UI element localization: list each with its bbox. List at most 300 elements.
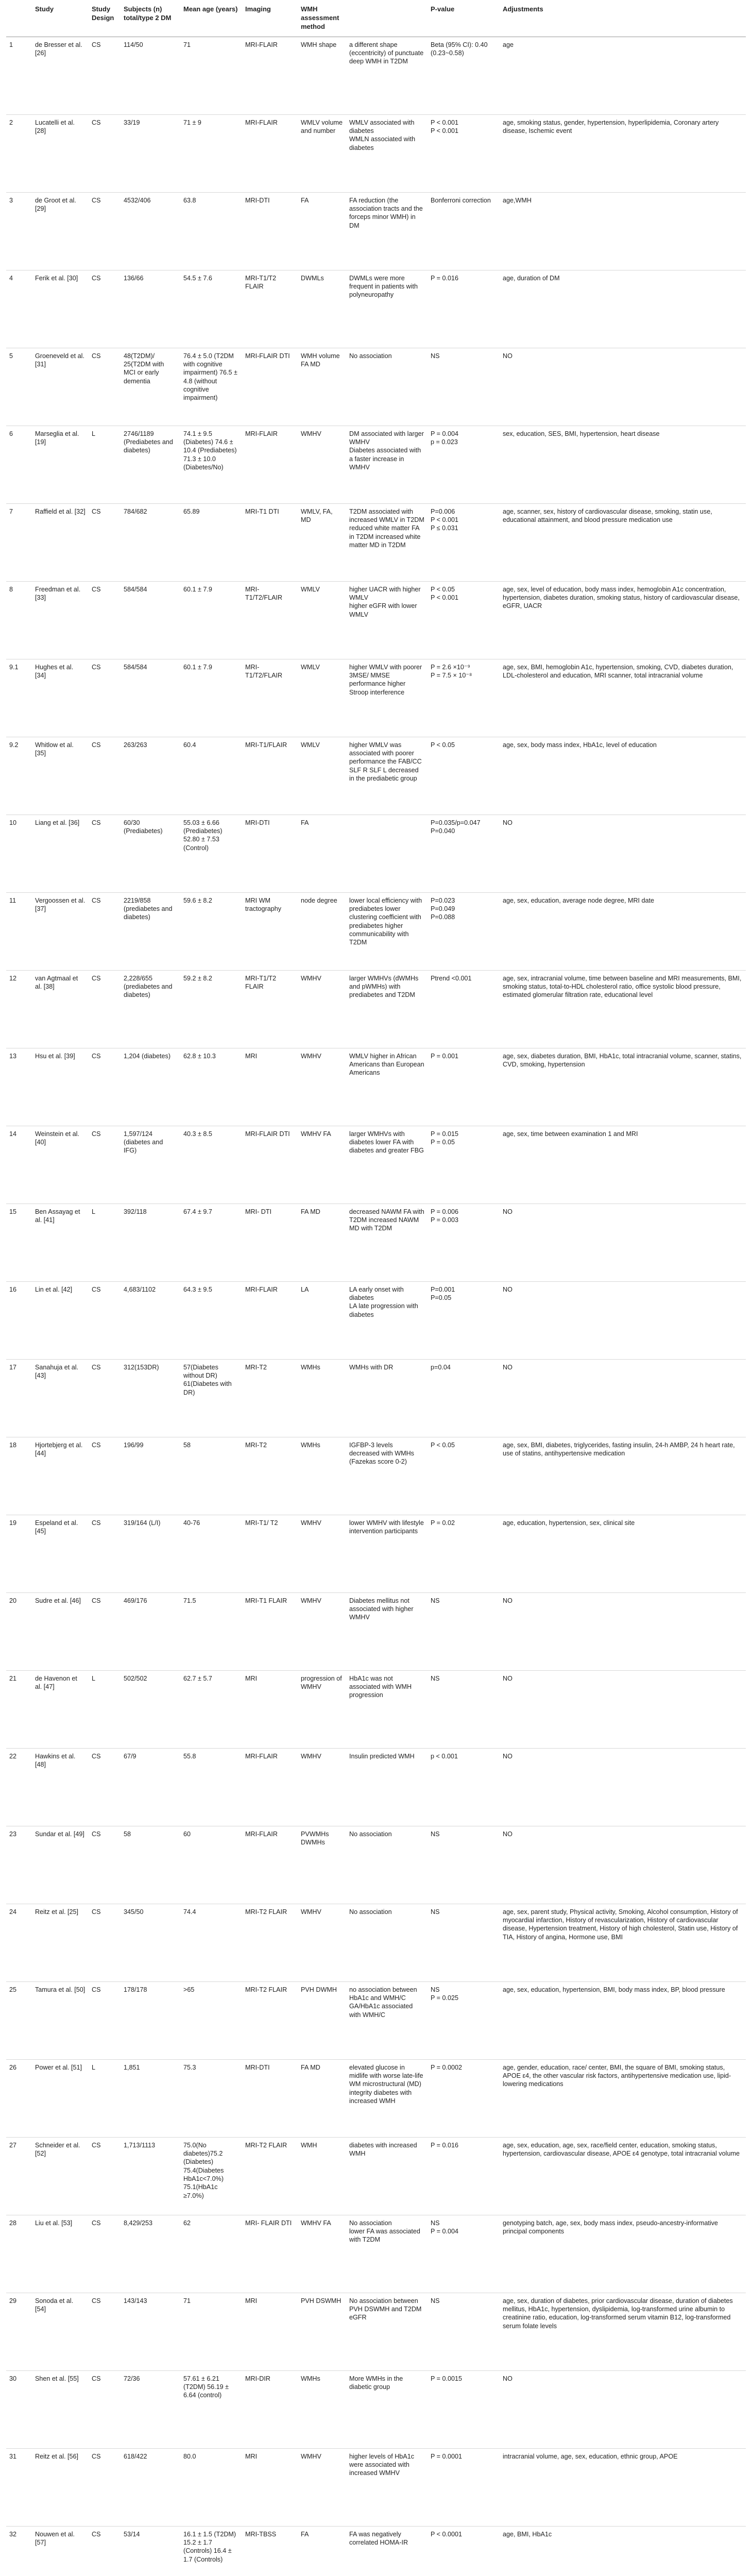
design-cell — [89, 2370, 121, 2448]
p-value-cell-text: P < 0.05 — [431, 1441, 455, 1449]
study-cell — [32, 1826, 89, 1904]
table-row — [6, 581, 746, 659]
study-cell — [32, 2293, 89, 2370]
imaging-cell-text: MRI-T2 — [245, 1363, 267, 1371]
adjustments-cell-text: NO — [503, 1830, 512, 1838]
design-cell-text: CS — [92, 1830, 101, 1838]
wmh-method-cell-text: WMLV, FA, MD — [301, 507, 333, 524]
findings-cell — [346, 1281, 428, 1359]
subjects-cell-text: 312(153DR) — [124, 1363, 159, 1371]
column-header: P-value — [428, 0, 500, 37]
design-cell — [89, 1981, 121, 2059]
imaging-cell-text: MRI-T1/T2/FLAIR — [245, 663, 283, 680]
row-number — [6, 1281, 32, 1359]
table-row — [6, 1748, 746, 1826]
row-number-text: 30 — [9, 2375, 17, 2382]
age-cell — [180, 1359, 242, 1437]
row-number-text: 13 — [9, 1052, 17, 1060]
age-cell-text: 59.2 ± 8.2 — [183, 974, 212, 982]
p-value-cell-text: P = 0.004 p = 0.023 — [431, 430, 459, 446]
imaging-cell — [242, 1748, 298, 1826]
wmh-method-cell — [298, 37, 346, 114]
design-cell — [89, 1592, 121, 1670]
imaging-cell — [242, 2448, 298, 2526]
study-cell-text: Hjortebjerg et al. [44] — [35, 1441, 83, 1458]
p-value-cell — [428, 1126, 500, 1204]
design-cell — [89, 1515, 121, 1592]
adjustments-cell-text: age, sex, level of education, body mass index, hemoglobin A1c concentration, hypertension, diabetes duration, smoking status, history of cardiovascular disease, eGFR, UACR — [503, 585, 740, 610]
p-value-cell — [428, 2526, 500, 2576]
findings-cell — [346, 426, 428, 503]
findings-cell — [346, 1670, 428, 1748]
subjects-cell — [121, 1592, 180, 1670]
adjustments-cell — [500, 348, 746, 426]
p-value-cell — [428, 1515, 500, 1592]
findings-cell-text: Diabetes mellitus not associated with higher WMHV — [349, 1597, 414, 1621]
design-cell-text: CS — [92, 2375, 101, 2382]
design-cell-text: CS — [92, 196, 101, 204]
findings-cell — [346, 348, 428, 426]
age-cell — [180, 1748, 242, 1826]
study-cell — [32, 1204, 89, 1281]
findings-cell-text: WMHs with DR — [349, 1363, 394, 1371]
adjustments-cell-text: age, sex, BMI, hemoglobin A1c, hypertension, smoking, CVD, diabetes duration, LDL-cholesterol and education, MRI scanner, total intracranial volume — [503, 663, 733, 680]
adjustments-cell-text: NO — [503, 1597, 512, 1604]
findings-cell — [346, 815, 428, 892]
findings-cell-text: WMLV higher in African Americans than European Americans — [349, 1052, 424, 1077]
age-cell — [180, 737, 242, 815]
age-cell — [180, 892, 242, 970]
study-cell — [32, 503, 89, 581]
p-value-cell-text: NS P = 0.025 — [431, 1986, 459, 2002]
findings-cell — [346, 1904, 428, 1981]
findings-cell-text: No association lower FA was associated with T2DM — [349, 2219, 420, 2244]
table-row — [6, 2448, 746, 2526]
row-number-text: 1 — [9, 41, 13, 48]
table-row — [6, 348, 746, 426]
adjustments-cell-text: age, sex, parent study, Physical activity, Smoking, Alcohol consumption, History of myocardial infarction, History of revascularization, History of cardiovascular disease, Hypertension treatment, History of high cholesterol, Statin use, History of TIA, History of angina, Hormone use, BMI — [503, 1908, 738, 1941]
column-header: Mean age (years) — [180, 0, 242, 37]
study-cell — [32, 1670, 89, 1748]
p-value-cell-text: P = 0.006 P = 0.003 — [431, 1208, 459, 1224]
row-number-text: 9.1 — [9, 663, 19, 671]
findings-cell — [346, 970, 428, 1048]
imaging-cell-text: MRI- DTI — [245, 1208, 272, 1215]
design-cell — [89, 1204, 121, 1281]
wmh-method-cell — [298, 348, 346, 426]
study-cell — [32, 2526, 89, 2576]
adjustments-cell — [500, 1359, 746, 1437]
imaging-cell-text: MRI-T1/T2 FLAIR — [245, 274, 277, 291]
adjustments-cell-text: NO — [503, 1674, 512, 1682]
findings-cell — [346, 1359, 428, 1437]
age-cell-text: 40-76 — [183, 1519, 200, 1527]
wmh-method-cell-text: WMHV — [301, 1052, 321, 1060]
row-number-text: 27 — [9, 2141, 17, 2149]
p-value-cell-text: P=0.035/p=0.047 P=0.040 — [431, 819, 481, 835]
table-row — [6, 2293, 746, 2370]
row-number-text: 6 — [9, 430, 13, 437]
study-cell — [32, 1359, 89, 1437]
design-cell-text: CS — [92, 1597, 101, 1604]
row-number-text: 29 — [9, 2297, 17, 2304]
p-value-cell — [428, 2059, 500, 2137]
age-cell-text: 71 — [183, 41, 191, 48]
imaging-cell — [242, 348, 298, 426]
subjects-cell-text: 1,204 (diabetes) — [124, 1052, 171, 1060]
p-value-cell — [428, 348, 500, 426]
adjustments-cell — [500, 1515, 746, 1592]
subjects-cell — [121, 1126, 180, 1204]
table-header — [6, 0, 746, 37]
study-cell — [32, 2137, 89, 2215]
wmh-method-cell — [298, 659, 346, 737]
p-value-cell-text: p < 0.001 — [431, 1752, 458, 1760]
adjustments-cell-text: age, sex, body mass index, HbA1c, level of education — [503, 741, 657, 749]
row-number-text: 26 — [9, 2063, 17, 2071]
imaging-cell-text: MRI — [245, 2297, 258, 2304]
wmh-method-cell-text: WMHV — [301, 974, 321, 982]
p-value-cell-text: P = 0.0001 — [431, 2452, 463, 2460]
age-cell-text: 74.1 ± 9.5 (Diabetes) 74.6 ± 10.4 (Prediabetes) 71.3 ± 10.0 (Diabetes/No) — [183, 430, 237, 471]
wmh-method-cell — [298, 1126, 346, 1204]
p-value-cell-text: P=0.001 P=0.05 — [431, 1285, 455, 1302]
design-cell — [89, 1126, 121, 1204]
adjustments-cell — [500, 737, 746, 815]
findings-cell-text: FA was negatively correlated HOMA-IR — [349, 2530, 408, 2547]
p-value-cell-text: NS — [431, 1830, 440, 1838]
subjects-cell — [121, 1281, 180, 1359]
findings-cell-text: IGFBP-3 levels decreased with WMHs (Fazekas score 0-2) — [349, 1441, 414, 1466]
column-header: WMH assessment method — [298, 0, 346, 37]
age-cell — [180, 2526, 242, 2576]
age-cell-text: 55.8 — [183, 1752, 196, 1760]
design-cell — [89, 503, 121, 581]
adjustments-cell-text: age, sex, intracranial volume, time between baseline and MRI measurements, BMI, smoking status, total-to-HDL cholesterol ratio, office systolic blood pressure, estimated glomerular filtration rate, educational level — [503, 974, 742, 999]
imaging-cell — [242, 659, 298, 737]
findings-cell-text: lower WMHV with lifestyle intervention participants — [349, 1519, 424, 1535]
row-number — [6, 581, 32, 659]
findings-cell — [346, 892, 428, 970]
age-cell-text: 60.4 — [183, 741, 196, 749]
wmh-method-cell — [298, 2370, 346, 2448]
findings-cell-text: higher WMLV with poorer 3MSE/ MMSE performance higher Stroop interference — [349, 663, 422, 696]
adjustments-cell-text: age, scanner, sex, history of cardiovascular disease, smoking, statin use, educational attainment, and blood pressure medication use — [503, 507, 712, 524]
header-row — [6, 0, 746, 37]
adjustments-cell — [500, 270, 746, 348]
design-cell — [89, 2293, 121, 2370]
study-cell — [32, 1592, 89, 1670]
findings-cell — [346, 1437, 428, 1515]
imaging-cell — [242, 2059, 298, 2137]
design-cell — [89, 815, 121, 892]
age-cell — [180, 426, 242, 503]
findings-cell-text: decreased NAWM FA with T2DM increased NAWM MD with T2DM — [349, 1208, 424, 1232]
p-value-cell-text: Beta (95% CI): 0.40 (0.23~0.58) — [431, 41, 488, 57]
wmh-method-cell-text: PVH DSWMH — [301, 2297, 341, 2304]
findings-cell-text: More WMHs in the diabetic group — [349, 2375, 403, 2391]
adjustments-cell-text: sex, education, SES, BMI, hypertension, heart disease — [503, 430, 660, 437]
row-number — [6, 1048, 32, 1126]
subjects-cell — [121, 892, 180, 970]
imaging-cell-text: MRI-FLAIR — [245, 430, 278, 437]
age-cell — [180, 1437, 242, 1515]
p-value-cell-text: P=0.023 P=0.049 P=0.088 — [431, 896, 455, 921]
p-value-cell — [428, 815, 500, 892]
row-number — [6, 1126, 32, 1204]
subjects-cell-text: 2219/858 (prediabetes and diabetes) — [124, 896, 173, 921]
imaging-cell-text: MRI-FLAIR — [245, 41, 278, 48]
wmh-method-cell — [298, 2448, 346, 2526]
imaging-cell-text: MRI-FLAIR — [245, 1830, 278, 1838]
subjects-cell — [121, 1359, 180, 1437]
column-header — [6, 0, 32, 37]
subjects-cell — [121, 503, 180, 581]
row-number — [6, 2059, 32, 2137]
age-cell — [180, 2137, 242, 2215]
age-cell-text: 67.4 ± 9.7 — [183, 1208, 212, 1215]
study-cell — [32, 426, 89, 503]
study-cell-text: Liu et al. [53] — [35, 2219, 73, 2227]
column-header: Imaging — [242, 0, 298, 37]
age-cell-text: 65.89 — [183, 507, 200, 515]
findings-cell-text: a different shape (eccentricity) of punctuate deep WMH in T2DM — [349, 41, 424, 65]
table-row — [6, 1126, 746, 1204]
p-value-cell-text: P = 0.015 P = 0.05 — [431, 1130, 459, 1146]
study-cell — [32, 2215, 89, 2293]
table-row — [6, 1826, 746, 1904]
row-number — [6, 1826, 32, 1904]
study-cell-text: Lucatelli et al. [28] — [35, 118, 75, 135]
findings-cell-text: higher levels of HbA1c were associated with increased WMHV — [349, 2452, 415, 2477]
row-number-text: 4 — [9, 274, 13, 282]
subjects-cell — [121, 426, 180, 503]
study-cell-text: Sanahuja et al. [43] — [35, 1363, 79, 1380]
row-number — [6, 659, 32, 737]
findings-cell — [346, 114, 428, 192]
age-cell — [180, 1904, 242, 1981]
p-value-cell — [428, 2370, 500, 2448]
adjustments-cell-text: age — [503, 41, 514, 48]
adjustments-cell-text: age, sex, duration of diabetes, prior cardiovascular disease, duration of diabetes mellitus, HbA1c, hypertension, dyslipidemia, log-transformed urine albumin to creatinine ratio, education, log-transformed serum vitamin B12, log-transformed serum folate levels — [503, 2297, 733, 2330]
age-cell — [180, 1826, 242, 1904]
design-cell — [89, 114, 121, 192]
design-cell-text: CS — [92, 1285, 101, 1293]
age-cell — [180, 815, 242, 892]
study-cell-text: Ferik et al. [30] — [35, 274, 78, 282]
adjustments-cell-text: age, smoking status, gender, hypertension, hyperlipidemia, Coronary artery disease, Ischemic event — [503, 118, 719, 135]
age-cell-text: 62 — [183, 2219, 191, 2227]
adjustments-cell-text: age, BMI, HbA1c — [503, 2530, 552, 2538]
adjustments-cell — [500, 2059, 746, 2137]
row-number — [6, 737, 32, 815]
imaging-cell — [242, 2370, 298, 2448]
design-cell-text: CS — [92, 2141, 101, 2149]
age-cell — [180, 270, 242, 348]
study-cell-text: Shen et al. [55] — [35, 2375, 79, 2382]
p-value-cell — [428, 581, 500, 659]
imaging-cell — [242, 581, 298, 659]
study-cell-text: Tamura et al. [50] — [35, 1986, 86, 1993]
wmh-method-cell — [298, 2059, 346, 2137]
column-header: Subjects (n) total/type 2 DM — [121, 0, 180, 37]
age-cell — [180, 37, 242, 114]
p-value-cell-text: P=0.006 P < 0.001 P ≤ 0.031 — [431, 507, 459, 532]
study-cell — [32, 970, 89, 1048]
column-header — [346, 0, 428, 37]
findings-cell — [346, 1826, 428, 1904]
study-cell — [32, 1048, 89, 1126]
study-cell — [32, 1515, 89, 1592]
study-cell-text: Reitz et al. [25] — [35, 1908, 78, 1916]
age-cell-text: 40.3 ± 8.5 — [183, 1130, 212, 1138]
p-value-cell-text: P < 0.001 P < 0.001 — [431, 118, 459, 135]
table-row — [6, 2215, 746, 2293]
study-cell-text: Groeneveld et al. [31] — [35, 352, 84, 368]
subjects-cell-text: 2746/1189 (Prediabetes and diabetes) — [124, 430, 173, 454]
imaging-cell — [242, 1904, 298, 1981]
study-cell — [32, 815, 89, 892]
wmh-method-cell-text: FA MD — [301, 1208, 320, 1215]
study-cell-text: Schneider et al. [52] — [35, 2141, 80, 2158]
design-cell — [89, 1904, 121, 1981]
table-row — [6, 1981, 746, 2059]
study-cell — [32, 348, 89, 426]
age-cell — [180, 2215, 242, 2293]
document — [6, 0, 746, 2576]
design-cell-text: CS — [92, 1441, 101, 1449]
imaging-cell-text: MRI-T1/FLAIR — [245, 741, 287, 749]
study-cell — [32, 1126, 89, 1204]
findings-cell — [346, 2448, 428, 2526]
age-cell — [180, 1592, 242, 1670]
adjustments-cell — [500, 659, 746, 737]
adjustments-cell — [500, 114, 746, 192]
row-number — [6, 270, 32, 348]
p-value-cell — [428, 2215, 500, 2293]
wmh-method-cell-text: WMH — [301, 2141, 317, 2149]
row-number-text: 14 — [9, 1130, 17, 1138]
adjustments-cell — [500, 581, 746, 659]
imaging-cell-text: MRI-T1/T2/FLAIR — [245, 585, 283, 602]
study-cell-text: de Groot et al. [29] — [35, 196, 76, 213]
imaging-cell — [242, 503, 298, 581]
imaging-cell — [242, 2215, 298, 2293]
design-cell-text: CS — [92, 507, 101, 515]
wmh-method-cell-text: WMHV — [301, 1752, 321, 1760]
subjects-cell-text: 1,851 — [124, 2063, 140, 2071]
adjustments-cell — [500, 1204, 746, 1281]
age-cell-text: 57.61 ± 6.21 (T2DM) 56.19 ± 6.64 (control) — [183, 2375, 229, 2399]
study-cell-text: Nouwen et al. [57] — [35, 2530, 75, 2547]
imaging-cell — [242, 270, 298, 348]
age-cell-text: 60.1 ± 7.9 — [183, 663, 212, 671]
imaging-cell — [242, 815, 298, 892]
subjects-cell-text: 48(T2DM)/ 25(T2DM with MCI or early dementia — [124, 352, 164, 385]
row-number — [6, 2526, 32, 2576]
design-cell — [89, 737, 121, 815]
design-cell — [89, 970, 121, 1048]
p-value-cell — [428, 114, 500, 192]
study-cell-text: Lin et al. [42] — [35, 1285, 73, 1293]
wmh-method-cell-text: WMHV — [301, 430, 321, 437]
subjects-cell-text: 2,228/655 (prediabetes and diabetes) — [124, 974, 173, 999]
design-cell — [89, 37, 121, 114]
age-cell — [180, 970, 242, 1048]
design-cell — [89, 659, 121, 737]
subjects-cell-text: 263/263 — [124, 741, 147, 749]
subjects-cell-text: 33/19 — [124, 118, 140, 126]
p-value-cell-text: P = 0.0002 — [431, 2063, 463, 2071]
p-value-cell-text: P = 0.016 — [431, 2141, 459, 2149]
row-number — [6, 1437, 32, 1515]
findings-cell-text: No association between PVH DSWMH and T2DM eGFR — [349, 2297, 422, 2321]
design-cell — [89, 1748, 121, 1826]
imaging-cell-text: MRI-FLAIR — [245, 1285, 278, 1293]
findings-cell-text: DM associated with larger WMHV Diabetes associated with a faster increase in WMHV — [349, 430, 424, 471]
subjects-cell — [121, 1904, 180, 1981]
p-value-cell — [428, 1204, 500, 1281]
design-cell-text: CS — [92, 896, 101, 904]
findings-cell-text: No association — [349, 1830, 392, 1838]
study-cell-text: Marseglia et al. [19] — [35, 430, 79, 446]
row-number — [6, 2215, 32, 2293]
wmh-method-cell — [298, 737, 346, 815]
table-row — [6, 737, 746, 815]
design-cell-text: CS — [92, 1363, 101, 1371]
findings-cell-text: higher WMLV was associated with poorer performance the FAB/CC SLF R SLF L decreased in the prediabetic group — [349, 741, 422, 783]
imaging-cell — [242, 192, 298, 270]
design-cell — [89, 1048, 121, 1126]
imaging-cell-text: MRI-T2 FLAIR — [245, 1986, 287, 1993]
study-cell-text: Power et al. [51] — [35, 2063, 82, 2071]
age-cell-text: 75.0(No diabetes)75.2 (Diabetes) 75.4(Diabetes HbA1c<7.0%) 75.1(HbA1c ≥7.0%) — [183, 2141, 224, 2199]
p-value-cell — [428, 1981, 500, 2059]
adjustments-cell-text: genotyping batch, age, sex, body mass index, pseudo-ancestry-informative principal components — [503, 2219, 718, 2235]
subjects-cell-text: 114/50 — [124, 41, 143, 48]
age-cell — [180, 1048, 242, 1126]
p-value-cell — [428, 2293, 500, 2370]
study-cell — [32, 1981, 89, 2059]
imaging-cell-text: MRI-T1/T2 FLAIR — [245, 974, 277, 991]
p-value-cell-text: P = 0.001 — [431, 1052, 459, 1060]
age-cell-text: 71.5 — [183, 1597, 196, 1604]
study-cell — [32, 270, 89, 348]
p-value-cell — [428, 1281, 500, 1359]
p-value-cell — [428, 1592, 500, 1670]
findings-cell-text: no association between HbA1c and WMH/C GA/HbA1c associated with WMH/C — [349, 1986, 417, 2019]
age-cell-text: 16.1 ± 1.5 (T2DM) 15.2 ± 1.7 (Controls) 16.4 ± 1.7 (Controls) — [183, 2530, 236, 2563]
design-cell-text: CS — [92, 1752, 101, 1760]
age-cell — [180, 1204, 242, 1281]
row-number-text: 16 — [9, 1285, 17, 1293]
design-cell-text: CS — [92, 974, 101, 982]
subjects-cell-text: 502/502 — [124, 1674, 147, 1682]
subjects-cell-text: 72/36 — [124, 2375, 140, 2382]
wmh-method-cell-text: WMHV FA — [301, 1130, 331, 1138]
wmh-method-cell — [298, 1515, 346, 1592]
design-cell — [89, 426, 121, 503]
row-number-text: 7 — [9, 507, 13, 515]
wmh-method-cell-text: WMH volume FA MD — [301, 352, 340, 368]
imaging-cell-text: MRI-FLAIR — [245, 118, 278, 126]
age-cell — [180, 2059, 242, 2137]
p-value-cell — [428, 1359, 500, 1437]
imaging-cell-text: MRI — [245, 2452, 258, 2460]
subjects-cell — [121, 192, 180, 270]
row-number — [6, 970, 32, 1048]
design-cell — [89, 1826, 121, 1904]
